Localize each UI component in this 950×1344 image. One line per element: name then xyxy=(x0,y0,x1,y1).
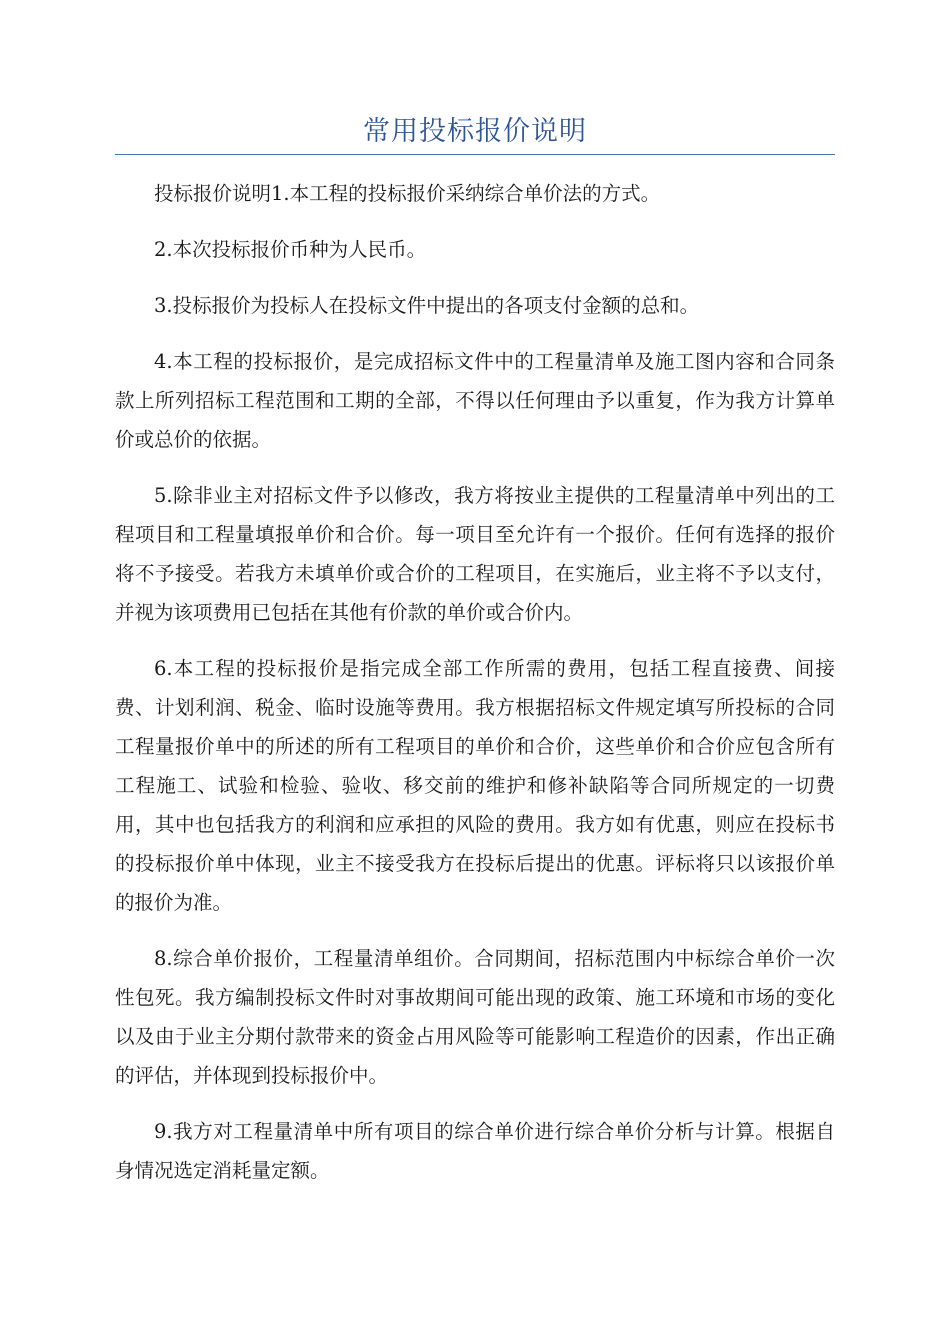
paragraph-2: 2.本次投标报价币种为人民币。 xyxy=(154,238,427,261)
paragraph-1: 投标报价说明1.本工程的投标报价采纳综合单价法的方式。 xyxy=(154,182,661,205)
paragraph-4: 4.本工程的投标报价，是完成招标文件中的工程量清单及施工图内容和合同条款上所列招标工程范围和工期的全部，不得以任何理由予以重复，作为我方计算单价或总价的依据。 xyxy=(115,350,835,451)
title-underline xyxy=(115,154,835,155)
paragraph-5: 5.除非业主对招标文件予以修改，我方将按业主提供的工程量清单中列出的工程项目和工程量填报单价和合价。每一项目至允许有一个报价。任何有选择的报价将不予接受。若我方未填单价或合价的工程项目，在实施后，业主将不予以支付，并视为该项费用已包括在其他有价款的单价或合价内。 xyxy=(115,484,835,624)
document-body xyxy=(115,174,835,1207)
document-title: 常用投标报价说明 xyxy=(363,116,587,147)
paragraph-9: 9.我方对工程量清单中所有项目的综合单价进行综合单价分析与计算。根据自身情况选定消耗量定额。 xyxy=(115,1120,835,1182)
paragraph-6: 6.本工程的投标报价是指完成全部工作所需的费用，包括工程直接费、间接费、计划利润、税金、临时设施等费用。我方根据招标文件规定填写所投标的合同工程量报价单中的所述的所有工程项目的单价和合价，这些单价和合价应包含所有工程施工、试验和检验、验收、移交前的维护和修补缺陷等合同所规定的一切费用，其中也包括我方的利润和应承担的风险的费用。我方如有优惠，则应在投标书的投标报价单中体现，业主不接受我方在投标后提出的优惠。评标将只以该报价单的报价为准。 xyxy=(115,657,835,914)
paragraph-3: 3.投标报价为投标人在投标文件中提出的各项支付金额的总和。 xyxy=(154,294,700,317)
paragraph-8: 8.综合单价报价，工程量清单组价。合同期间，招标范围内中标综合单价一次性包死。我方编制投标文件时对事故期间可能出现的政策、施工环境和市场的变化以及由于业主分期付款带来的资金占用风险等可能影响工程造价的因素，作出正确的评估，并体现到投标报价中。 xyxy=(115,947,835,1087)
